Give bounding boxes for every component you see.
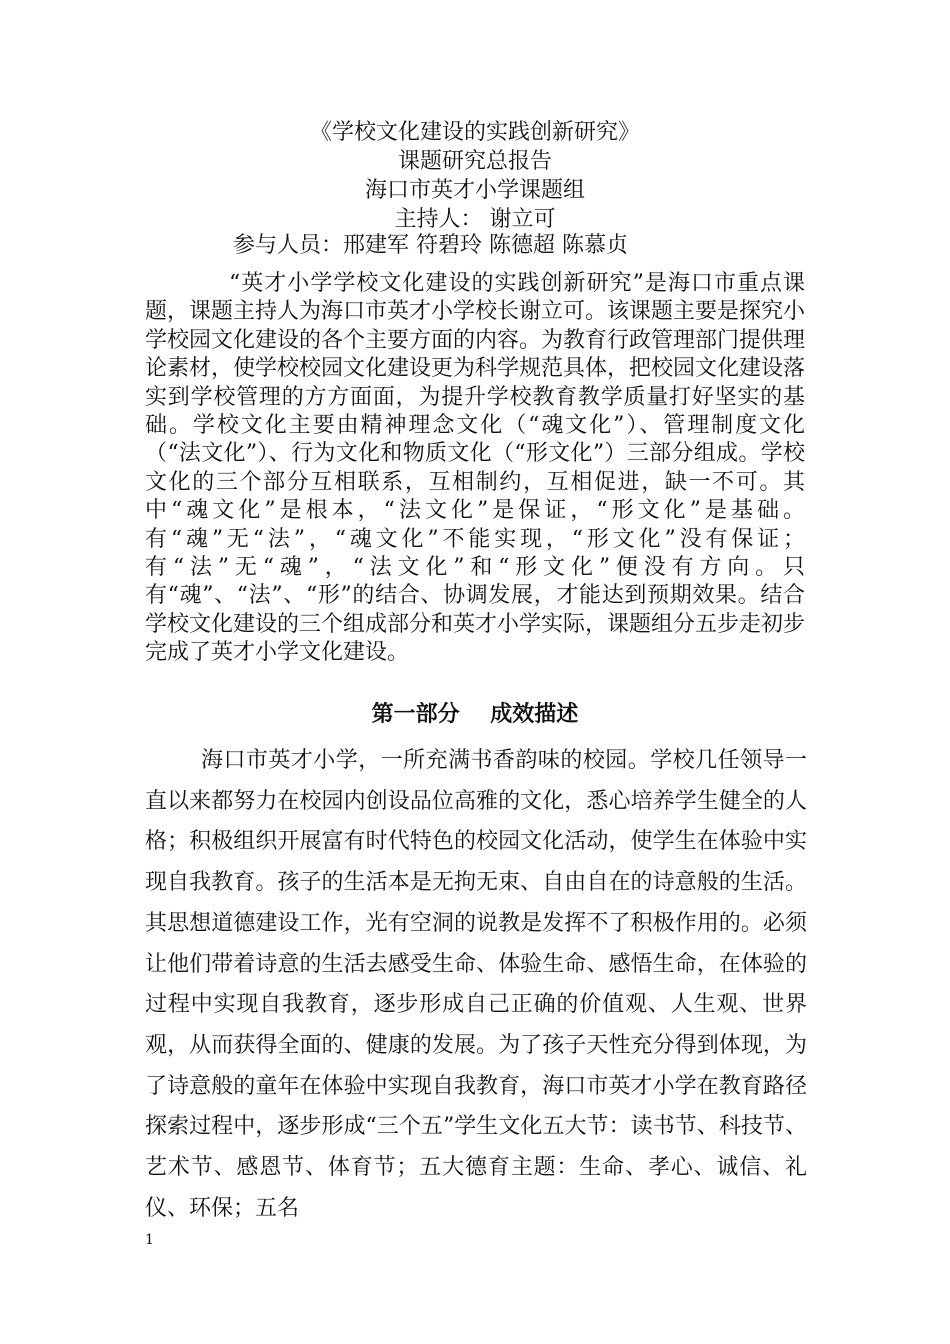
- report-header: [0, 118, 950, 234]
- report-host: 主持人： 谢立可: [394, 207, 556, 232]
- report-participants: 参与人员：邢建军 符碧玲 陈德超 陈慕贞: [233, 233, 628, 258]
- report-title: 《学校文化建设的实践创新研究》: [309, 120, 640, 145]
- page-number: 1: [145, 1232, 154, 1248]
- section-paragraph: 海口市英才小学，一所充满书香韵味的校园。学校几任领导一直以来都努力在校园内创设品位高雅的文化，悉心培养学生健全的人格；积极组织开展富有时代特色的校园文化活动，使学生在体验中实现自我教育。孩子的生活本是无拘无束、自由自在的诗意般的生活。其思想道德建设工作，光有空洞的说教是发挥不了积极作用的。必须让他们带着诗意的生活去感受生命、体验生命、感悟生命，在体验的过程中实现自我教育，逐步形成自己正确的价值观、人生观、世界观，从而获得全面的、健康的发展。为了孩子天性充分得到体现，为了诗意般的童年在体验中实现自我教育，海口市英才小学在教育路径探索过程中，逐步形成“三个五”学生文化五大节：读书节、科技节、艺术节、感恩节、体育节；五大德育主题：生命、孝心、诚信、礼仪、环保；五名: [145, 748, 807, 1221]
- intro-paragraph: “英才小学学校文化建设的实践创新研究”是海口市重点课题，课题主持人为海口市英才小学校长谢立可。该课题主要是探究小学校园文化建设的各个主要方面的内容。为教育行政管理部门提供理论素材，使学校校园文化建设更为科学规范具体，把校园文化建设落实到学校管理的方方面面，为提升学校教育教学质量打好坚实的基础。学校文化主要由精神理念文化（“魂文化”）、管理制度文化（“法文化”）、行为文化和物质文化（“形文化”）三部分组成。学校文化的三个部分互相联系，互相制约，互相促进，缺一不可。其中“魂文化”是根本，“法文化”是保证，“形文化”是基础。有“魂”无“法”，“魂文化”不能实现，“形文化”没有保证；有“法”无“魂”，“法文化”和“形文化”便没有方向。只有“魂”、“法”、“形”的结合、协调发展，才能达到预期效果。结合学校文化建设的三个组成部分和英才小学实际，课题组分五步走初步完成了英才小学文化建设。: [145, 271, 806, 666]
- report-organization: 海口市英才小学课题组: [364, 178, 585, 203]
- report-subtitle: 课题研究总报告: [397, 149, 552, 174]
- section-heading: 第一部分 成效描述: [371, 701, 579, 727]
